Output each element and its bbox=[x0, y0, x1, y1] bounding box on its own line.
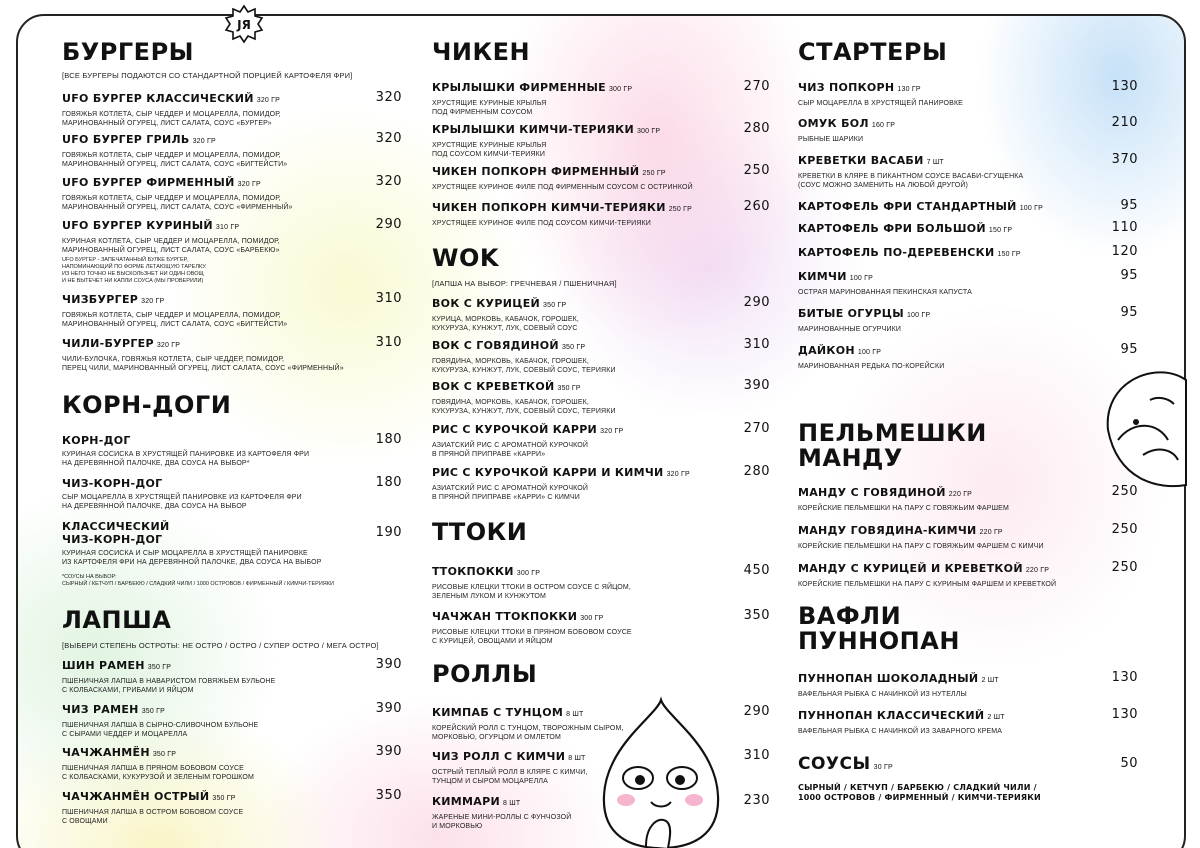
item-name: КРЫЛЫШКИ ФИРМЕННЫЕ bbox=[432, 81, 606, 94]
item-weight: 300 ГР bbox=[580, 615, 604, 622]
item-price: 290 bbox=[375, 217, 402, 232]
section-title: ЛАПША bbox=[62, 606, 172, 634]
section-mandu bbox=[798, 421, 1138, 471]
item-name: КИМЧИ bbox=[798, 270, 847, 283]
item-weight: 8 ШТ bbox=[566, 711, 584, 718]
item-name: ЧИЛИ-БУРГЕР bbox=[62, 337, 154, 350]
menu-item bbox=[432, 297, 716, 333]
item-weight: 300 ГР bbox=[516, 570, 541, 577]
item-name-row bbox=[62, 746, 348, 761]
menu-item bbox=[798, 562, 1084, 589]
section-wok bbox=[432, 246, 772, 288]
item-name: ЧИЗ-КОРН-ДОГ bbox=[62, 477, 163, 490]
menu-item bbox=[432, 201, 716, 228]
section-rolls bbox=[432, 662, 772, 687]
menu-item bbox=[432, 81, 716, 117]
menu-item bbox=[62, 703, 348, 739]
item-price: 110 bbox=[1111, 220, 1138, 235]
item-price: 310 bbox=[375, 335, 402, 350]
section-title: ТТОКИ bbox=[432, 518, 528, 546]
item-price: 270 bbox=[743, 79, 770, 94]
menu-item bbox=[798, 246, 1084, 261]
item-name-row bbox=[798, 200, 1084, 215]
item-name-row bbox=[798, 81, 1084, 96]
item-name: КОРН-ДОГ bbox=[62, 434, 131, 447]
menu-item bbox=[62, 659, 348, 695]
item-name: ПУННОПАН ШОКОЛАДНЫЙ bbox=[798, 672, 979, 685]
item-description: РИСОВЫЕ КЛЕЦКИ ТТОКИ В ОСТРОМ СОУСЕ С ЯЙЦОМ, ЗЕЛЕНЫМ ЛУКОМ И КУНЖУТОМ bbox=[432, 584, 631, 600]
item-weight: 350 ГР bbox=[212, 795, 236, 802]
menu-item bbox=[432, 610, 716, 646]
item-description: КУРИНАЯ СОСИСКА И СЫР МОЦАРЕЛЛА В ХРУСТЯЩЕЙ ПАНИРОВКЕ ИЗ КАРТОФЕЛЯ ФРИ НА ДЕРЕВЯННОЙ ПАЛОЧКЕ, ДВА СОУСА НА ВЫБОР bbox=[62, 550, 322, 566]
item-weight: 320 ГР bbox=[666, 471, 690, 478]
menu-item bbox=[432, 565, 716, 601]
item-weight: 130 ГР bbox=[897, 86, 921, 93]
item-name: ЧАЧЖАНМЁН bbox=[62, 746, 150, 759]
item-name: ВОК С КРЕВЕТКОЙ bbox=[432, 380, 555, 393]
menu-item bbox=[798, 709, 1084, 736]
item-description: ГОВЯДИНА, МОРКОВЬ, КАБАЧОК, ГОРОШЕК, КУКУРУЗА, КУНЖУТ, ЛУК, СОЕВЫЙ СОУС, ТЕРИЯКИ bbox=[432, 358, 616, 374]
item-price: 180 bbox=[375, 432, 402, 447]
item-name-row bbox=[432, 297, 716, 312]
item-name: ЧАЧЖАНМЁН ОСТРЫЙ bbox=[62, 790, 210, 803]
menu-item bbox=[432, 339, 716, 375]
item-price: 260 bbox=[743, 199, 770, 214]
menu-item bbox=[432, 123, 716, 159]
item-name-row bbox=[62, 293, 348, 308]
item-name-row bbox=[62, 790, 348, 805]
item-price: 250 bbox=[743, 163, 770, 178]
item-name: ПУННОПАН КЛАССИЧЕСКИЙ bbox=[798, 709, 985, 722]
item-description: ГОВЯЖЬЯ КОТЛЕТА, СЫР ЧЕДДЕР И МОЦАРЕЛЛА, ПОМИДОР, МАРИНОВАННЫЙ ОГУРЕЦ, ЛИСТ САЛАТА, СОУС «БУРГЕР» bbox=[62, 111, 281, 127]
item-description: ОСТРАЯ МАРИНОВАННАЯ ПЕКИНСКАЯ КАПУСТА bbox=[798, 289, 972, 296]
item-weight: 100 ГР bbox=[849, 275, 874, 282]
menu-item bbox=[62, 337, 348, 373]
item-name-row bbox=[62, 176, 348, 191]
menu-item bbox=[798, 222, 1084, 237]
item-name: КИММАРИ bbox=[432, 795, 500, 808]
item-name-row bbox=[62, 434, 348, 447]
item-description: ХРУСТЯЩИЕ КУРИНЫЕ КРЫЛЬЯ ПОД СОУСОМ КИМЧИ-ТЕРИЯКИ bbox=[432, 142, 547, 158]
item-name: ЧИЗБУРГЕР bbox=[62, 293, 139, 306]
item-name-row bbox=[798, 307, 1084, 322]
item-name-row bbox=[62, 219, 348, 234]
item-weight: 150 ГР bbox=[997, 251, 1021, 258]
item-name: РИС С КУРОЧКОЙ КАРРИ И КИМЧИ bbox=[432, 466, 664, 479]
item-description: ГОВЯЖЬЯ КОТЛЕТА, СЫР ЧЕДДЕР И МОЦАРЕЛЛА, ПОМИДОР, МАРИНОВАННЫЙ ОГУРЕЦ, ЛИСТ САЛАТА, СОУС «БИГТЕЙСТИ» bbox=[62, 312, 288, 328]
section-title: ВАФЛИ ПУННОПАН bbox=[798, 602, 960, 655]
item-price: 290 bbox=[743, 704, 770, 719]
menu-item bbox=[798, 344, 1084, 371]
menu-item bbox=[62, 790, 348, 826]
item-name: КАРТОФЕЛЬ ПО-ДЕРЕВЕНСКИ bbox=[798, 246, 995, 259]
section-burgers bbox=[62, 40, 402, 80]
item-price: 120 bbox=[1111, 244, 1138, 259]
section-title: СТАРТЕРЫ bbox=[798, 38, 948, 66]
item-weight: 300 ГР bbox=[608, 86, 633, 93]
item-price: 310 bbox=[375, 291, 402, 306]
item-weight: 8 ШТ bbox=[502, 800, 521, 807]
item-description: ВАФЕЛЬНАЯ РЫБКА С НАЧИНКОЙ ИЗ ЗАВАРНОГО КРЕМА bbox=[798, 728, 1003, 735]
item-price: 130 bbox=[1111, 707, 1138, 722]
logo-jx-icon bbox=[224, 4, 264, 44]
item-description: КУРИНАЯ КОТЛЕТА, СЫР ЧЕДДЕР И МОЦАРЕЛЛА, ПОМИДОР, МАРИНОВАННЫЙ ОГУРЕЦ, ЛИСТ САЛАТА, СОУС «БАРБЕКЮ» bbox=[62, 238, 280, 254]
item-description: КУРИЦА, МОРКОВЬ, КАБАЧОК, ГОРОШЕК, КУКУРУЗА, КУНЖУТ, ЛУК, СОЕВЫЙ СОУС bbox=[432, 316, 579, 332]
item-weight: 320 ГР bbox=[141, 298, 165, 305]
item-price: 280 bbox=[743, 464, 770, 479]
logo-text: JЯ bbox=[237, 18, 251, 32]
item-name-row bbox=[432, 123, 716, 138]
menu-item bbox=[62, 477, 348, 511]
item-name: КРЕВЕТКИ ВАСАБИ bbox=[798, 154, 924, 167]
item-weight: 320 ГР bbox=[600, 428, 624, 435]
item-name: БИТЫЕ ОГУРЦЫ bbox=[798, 307, 904, 320]
item-price: 280 bbox=[743, 121, 770, 136]
item-name: UFO БУРГЕР ФИРМЕННЫЙ bbox=[62, 176, 235, 189]
item-price: 250 bbox=[1111, 522, 1138, 537]
item-name: UFO БУРГЕР КЛАССИЧЕСКИЙ bbox=[62, 92, 254, 105]
section-title: WOK bbox=[432, 244, 499, 272]
item-price: 370 bbox=[1111, 152, 1138, 167]
section-note: [ВЫБЕРИ СТЕПЕНЬ ОСТРОТЫ: НЕ ОСТРО / ОСТРО / СУПЕР ОСТРО / МЕГА ОСТРО] bbox=[62, 641, 379, 650]
section-corndogs bbox=[62, 393, 402, 418]
item-description: КОРЕЙСКИЕ ПЕЛЬМЕШКИ НА ПАРУ С ГОВЯЖЬИМ ФАРШЕМ bbox=[798, 505, 1009, 512]
item-description: СЫР МОЦАРЕЛЛА В ХРУСТЯЩЕЙ ПАНИРОВКЕ bbox=[798, 100, 963, 107]
item-description: ГОВЯЖЬЯ КОТЛЕТА, СЫР ЧЕДДЕР И МОЦАРЕЛЛА, ПОМИДОР, МАРИНОВАННЫЙ ОГУРЕЦ, ЛИСТ САЛАТА, СОУС «БИГТЕЙСТИ» bbox=[62, 152, 288, 168]
menu-item bbox=[62, 746, 348, 782]
item-weight: 320 ГР bbox=[237, 181, 261, 188]
item-name-row bbox=[798, 524, 1084, 539]
item-weight: 30 ГР bbox=[873, 764, 893, 771]
menu-item bbox=[798, 524, 1084, 551]
item-name-row bbox=[432, 466, 716, 481]
item-name: ЧИЗ ПОПКОРН bbox=[798, 81, 895, 94]
item-weight: 310 ГР bbox=[215, 224, 240, 231]
item-name-row bbox=[62, 477, 348, 490]
item-name: ШИН РАМЕН bbox=[62, 659, 145, 672]
item-description: ПШЕНИЧНАЯ ЛАПША В НАВАРИСТОМ ГОВЯЖЬЕМ БУЛЬОНЕ С КОЛБАСКАМИ, ГРИБАМИ И ЯЙЦОМ bbox=[62, 678, 276, 694]
sauces-list: СЫРНЫЙ / КЕТЧУП / БАРБЕКЮ / СЛАДКИЙ ЧИЛИ / 1000 ОСТРОВОВ / ФИРМЕННЫЙ / КИМЧИ-ТЕРИЯКИ bbox=[798, 783, 1041, 802]
item-name-row bbox=[798, 222, 1084, 237]
item-price: 350 bbox=[743, 608, 770, 623]
item-name-row bbox=[432, 339, 716, 354]
item-price: 270 bbox=[743, 421, 770, 436]
menu-item bbox=[62, 219, 348, 255]
menu-item bbox=[62, 133, 348, 169]
item-weight: 350 ГР bbox=[561, 344, 586, 351]
item-name-row bbox=[432, 610, 716, 625]
menu-item bbox=[62, 92, 348, 128]
section-waffles bbox=[798, 604, 1138, 654]
item-name: МАНДУ ГОВЯДИНА-КИМЧИ bbox=[798, 524, 977, 537]
item-name-row bbox=[432, 81, 716, 96]
menu-item bbox=[62, 176, 348, 212]
section-title: СОУСЫ bbox=[798, 754, 871, 774]
item-weight: 150 ГР bbox=[988, 227, 1013, 234]
blob-character-icon bbox=[1098, 360, 1188, 490]
item-price: 250 bbox=[1111, 560, 1138, 575]
item-name: КРЫЛЫШКИ КИМЧИ-ТЕРИЯКИ bbox=[432, 123, 634, 136]
item-name: МАНДУ С КУРИЦЕЙ И КРЕВЕТКОЙ bbox=[798, 562, 1023, 575]
item-price: 250 bbox=[1111, 484, 1138, 499]
section-title: КОРН-ДОГИ bbox=[62, 391, 232, 419]
item-description: ЧИЛИ-БУЛОЧКА, ГОВЯЖЬЯ КОТЛЕТА, СЫР ЧЕДДЕР, ПОМИДОР, ПЕРЕЦ ЧИЛИ, МАРИНОВАННЫЙ ОГУРЕЦ, ЛИСТ САЛАТА, СОУС «ФИРМЕННЫЙ» bbox=[62, 356, 344, 372]
item-description: РЫБНЫЕ ШАРИКИ bbox=[798, 136, 864, 143]
item-description: ПШЕНИЧНАЯ ЛАПША В ОСТРОМ БОБОВОМ СОУСЕ С ОВОЩАМИ bbox=[62, 809, 244, 825]
menu-item bbox=[432, 423, 716, 459]
ufo-note: UFO БУРГЕР - ЗАПЕЧАТАННЫЙ БУЛКЕ БУРГЕР, НАПОМИНАЮЩИЙ ПО ФОРМЕ ЛЕТАЮЩУЮ ТАРЕЛКУ. ИЗ НЕГО ТОЧНО НЕ ВЫСКОЛЬЗНЕТ НИ ОДИН ОВОЩ И НЕ ВЫТЕЧЕТ НИ КАПЛИ СОУСА (МЫ ПРОВЕРИЛИ) bbox=[62, 257, 207, 284]
item-price: 95 bbox=[1120, 305, 1138, 320]
item-weight: 2 ШТ bbox=[981, 677, 999, 684]
item-name-row bbox=[62, 659, 348, 674]
item-name: ДАЙКОН bbox=[798, 344, 855, 357]
item-name-row bbox=[62, 337, 348, 352]
item-name: ЧИЗ РАМЕН bbox=[62, 703, 139, 716]
item-description: ХРУСТЯЩЕЕ КУРИНОЕ ФИЛЕ ПОД СОУСОМ КИМЧИ-ТЕРИЯКИ bbox=[432, 220, 651, 227]
menu-item bbox=[798, 117, 1084, 144]
menu-item bbox=[798, 200, 1084, 215]
item-price: 95 bbox=[1120, 268, 1138, 283]
item-description: ГОВЯДИНА, МОРКОВЬ, КАБАЧОК, ГОРОШЕК, КУКУРУЗА, КУНЖУТ, ЛУК, СОЕВЫЙ СОУС, ТЕРИЯКИ bbox=[432, 399, 616, 415]
item-weight: 220 ГР bbox=[979, 529, 1003, 536]
item-price: 50 bbox=[1120, 756, 1138, 771]
section-title: РОЛЛЫ bbox=[432, 660, 538, 688]
section-chicken bbox=[432, 40, 772, 65]
item-weight: 320 ГР bbox=[256, 97, 281, 104]
item-weight: 250 ГР bbox=[668, 206, 692, 213]
section-title: ЧИКЕН bbox=[432, 38, 531, 66]
item-name-row bbox=[432, 165, 716, 180]
item-name-row bbox=[62, 520, 348, 546]
item-description: ЖАРЕНЫЕ МИНИ-РОЛЛЫ С ФУНЧОЗОЙ И МОРКОВЬЮ bbox=[432, 814, 572, 830]
item-description: АЗИАТСКИЙ РИС С АРОМАТНОЙ КУРОЧКОЙ В ПРЯНОЙ ПРИПРАВЕ «КАРРИ» bbox=[432, 442, 589, 458]
item-name: ОМУК БОЛ bbox=[798, 117, 869, 130]
item-price: 320 bbox=[375, 131, 402, 146]
item-weight: 350 ГР bbox=[141, 708, 165, 715]
item-weight: 350 ГР bbox=[543, 302, 567, 309]
menu-item bbox=[432, 380, 716, 416]
menu-item bbox=[798, 672, 1084, 699]
item-weight: 300 ГР bbox=[636, 128, 661, 135]
item-description: АЗИАТСКИЙ РИС С АРОМАТНОЙ КУРОЧКОЙ В ПРЯНОЙ ПРИПРАВЕ «КАРРИ» С КИМЧИ bbox=[432, 485, 589, 501]
item-price: 310 bbox=[743, 748, 770, 763]
item-price: 210 bbox=[1111, 115, 1138, 130]
item-name-row bbox=[62, 92, 348, 107]
item-name: ВОК С ГОВЯДИНОЙ bbox=[432, 339, 559, 352]
item-price: 390 bbox=[375, 744, 402, 759]
item-name: ЧИКЕН ПОПКОРН ФИРМЕННЫЙ bbox=[432, 165, 640, 178]
item-weight: 160 ГР bbox=[871, 122, 896, 129]
item-price: 310 bbox=[743, 337, 770, 352]
menu-item bbox=[62, 520, 348, 567]
item-weight: 250 ГР bbox=[642, 170, 666, 177]
item-weight: 320 ГР bbox=[156, 342, 181, 349]
item-description: КОРЕЙСКИЕ ПЕЛЬМЕШКИ НА ПАРУ С ГОВЯЖЬИМ ФАРШЕМ С КИМЧИ bbox=[798, 543, 1044, 550]
item-name-row bbox=[798, 672, 1084, 687]
item-weight: 100 ГР bbox=[906, 312, 931, 319]
item-name-row bbox=[798, 344, 1084, 359]
menu-item bbox=[432, 165, 716, 192]
section-ttoki bbox=[432, 520, 772, 545]
item-name: МАНДУ С ГОВЯДИНОЙ bbox=[798, 486, 946, 499]
item-name: UFO БУРГЕР КУРИНЫЙ bbox=[62, 219, 213, 232]
section-note: [ЛАПША НА ВЫБОР: ГРЕЧНЕВАЯ / ПШЕНИЧНАЯ] bbox=[432, 279, 617, 288]
item-name: КАРТОФЕЛЬ ФРИ БОЛЬШОЙ bbox=[798, 222, 986, 235]
item-name-row bbox=[798, 117, 1084, 132]
item-name-row bbox=[798, 486, 1084, 501]
item-weight: 8 ШТ bbox=[568, 755, 586, 762]
item-price: 95 bbox=[1120, 198, 1138, 213]
item-description: КОРЕЙСКИЙ РОЛЛ С ТУНЦОМ, ТВОРОЖНЫМ СЫРОМ, МОРКОВЬЮ, ОГУРЦОМ И ОМЛЕТОМ bbox=[432, 725, 624, 741]
item-description: ПШЕНИЧНАЯ ЛАПША В ПРЯНОМ БОБОВОМ СОУСЕ С КОЛБАСКАМИ, КУКУРУЗОЙ И ЗЕЛЕНЫМ ГОРОШКОМ bbox=[62, 765, 255, 781]
item-name-row bbox=[432, 201, 716, 216]
menu-item bbox=[798, 270, 1084, 297]
section-title: ПЕЛЬМЕШКИ МАНДУ bbox=[798, 419, 987, 472]
item-description: КРЕВЕТКИ В КЛЯРЕ В ПИКАНТНОМ СОУСЕ ВАСАБИ-СГУЩЕНКА (СОУС МОЖНО ЗАМЕНИТЬ НА ЛЮБОЙ ДРУГОЙ) bbox=[798, 173, 1024, 189]
item-price: 95 bbox=[1120, 342, 1138, 357]
item-description: ПШЕНИЧНАЯ ЛАПША В СЫРНО-СЛИВОЧНОМ БУЛЬОНЕ С СЫРАМИ ЧЕДДЕР И МОЦАРЕЛЛА bbox=[62, 722, 259, 738]
section-sauces bbox=[798, 752, 1138, 803]
item-name-row bbox=[62, 133, 348, 148]
item-name: КИМПАБ С ТУНЦОМ bbox=[432, 706, 564, 719]
item-weight: 220 ГР bbox=[1025, 567, 1050, 574]
item-weight: 7 ШТ bbox=[926, 159, 944, 166]
item-weight: 350 ГР bbox=[147, 664, 172, 671]
item-name-row bbox=[798, 154, 1084, 169]
section-starters bbox=[798, 40, 1138, 65]
item-name: ТТОКПОККИ bbox=[432, 565, 514, 578]
item-name-row bbox=[62, 703, 348, 718]
item-name-row bbox=[432, 565, 716, 580]
sauces-header bbox=[798, 752, 1138, 777]
item-price: 390 bbox=[743, 378, 770, 393]
item-weight: 100 ГР bbox=[857, 349, 882, 356]
item-name-row bbox=[432, 423, 716, 438]
item-weight: 220 ГР bbox=[948, 491, 973, 498]
section-noodles bbox=[62, 608, 402, 650]
item-price: 320 bbox=[375, 90, 402, 105]
menu-item bbox=[798, 307, 1084, 334]
item-price: 290 bbox=[743, 295, 770, 310]
item-price: 350 bbox=[375, 788, 402, 803]
peach-character-icon bbox=[596, 696, 726, 848]
item-description: МАРИНОВАННАЯ РЕДЬКА ПО-КОРЕЙСКИ bbox=[798, 363, 945, 370]
menu-item bbox=[798, 81, 1084, 108]
item-description: ВАФЕЛЬНАЯ РЫБКА С НАЧИНКОЙ ИЗ НУТЕЛЛЫ bbox=[798, 691, 967, 698]
item-price: 180 bbox=[375, 475, 402, 490]
item-price: 230 bbox=[743, 793, 770, 808]
item-description: ХРУСТЯЩИЕ КУРИНЫЕ КРЫЛЬЯ ПОД ФИРМЕННЫМ СОУСОМ bbox=[432, 100, 547, 116]
section-note: [ВСЕ БУРГЕРЫ ПОДАЮТСЯ СО СТАНДАРТНОЙ ПОРЦИЕЙ КАРТОФЕЛЯ ФРИ] bbox=[62, 71, 353, 80]
menu-item bbox=[798, 486, 1084, 513]
item-name: ЧАЧЖАН ТТОКПОККИ bbox=[432, 610, 578, 623]
item-price: 390 bbox=[375, 657, 402, 672]
item-name: ЧИЗ РОЛЛ С КИМЧИ bbox=[432, 750, 566, 763]
item-description: СЫР МОЦАРЕЛЛА В ХРУСТЯЩЕЙ ПАНИРОВКЕ ИЗ КАРТОФЕЛЯ ФРИ НА ДЕРЕВЯННОЙ ПАЛОЧКЕ, ДВА СОУСА НА ВЫБОР bbox=[62, 494, 302, 510]
item-name: ЧИКЕН ПОПКОРН КИМЧИ-ТЕРИЯКИ bbox=[432, 201, 666, 214]
sauce-note: *СОУСЫ НА ВЫБОР: СЫРНЫЙ / КЕТЧУП / БАРБЕКЮ / СЛАДКИЙ ЧИЛИ / 1000 ОСТРОВОВ / ФИРМЕННЫЙ / КИМЧИ-ТЕРИЯКИ bbox=[62, 574, 334, 587]
item-name-row bbox=[432, 380, 716, 395]
item-description: ХРУСТЯЩЕЕ КУРИНОЕ ФИЛЕ ПОД ФИРМЕННЫМ СОУСОМ С ОСТРИНКОЙ bbox=[432, 184, 693, 191]
menu-item bbox=[62, 293, 348, 329]
item-name-row bbox=[798, 246, 1084, 261]
item-weight: 2 ШТ bbox=[987, 714, 1005, 721]
menu-item bbox=[798, 154, 1084, 190]
section-title: БУРГЕРЫ bbox=[62, 38, 195, 66]
item-name: ВОК С КУРИЦЕЙ bbox=[432, 297, 541, 310]
item-weight: 350 ГР bbox=[152, 751, 177, 758]
item-price: 320 bbox=[375, 174, 402, 189]
item-description: КУРИНАЯ СОСИСКА В ХРУСТЯЩЕЙ ПАНИРОВКЕ ИЗ КАРТОФЕЛЯ ФРИ НА ДЕРЕВЯННОЙ ПАЛОЧКЕ, ДВА СОУСА НА ВЫБОР* bbox=[62, 451, 310, 467]
item-name: КЛАССИЧЕСКИЙ ЧИЗ-КОРН-ДОГ bbox=[62, 520, 170, 546]
item-description: РИСОВЫЕ КЛЕЦКИ ТТОКИ В ПРЯНОМ БОБОВОМ СОУСЕ С КУРИЦЕЙ, ОВОЩАМИ И ЯЙЦОМ bbox=[432, 629, 632, 645]
item-price: 390 bbox=[375, 701, 402, 716]
item-description: ГОВЯЖЬЯ КОТЛЕТА, СЫР ЧЕДДЕР И МОЦАРЕЛЛА, ПОМИДОР, МАРИНОВАННЫЙ ОГУРЕЦ, ЛИСТ САЛАТА, СОУС «ФИРМЕННЫЙ» bbox=[62, 195, 293, 211]
menu-item bbox=[432, 466, 716, 502]
item-price: 450 bbox=[743, 563, 770, 578]
item-weight: 100 ГР bbox=[1019, 205, 1043, 212]
item-name: UFO БУРГЕР ГРИЛЬ bbox=[62, 133, 190, 146]
menu-item bbox=[62, 434, 348, 468]
item-description: КОРЕЙСКИЕ ПЕЛЬМЕШКИ НА ПАРУ С КУРИНЫМ ФАРШЕМ И КРЕВЕТКОЙ bbox=[798, 581, 1057, 588]
item-description: МАРИНОВАННЫЕ ОГУРЧИКИ bbox=[798, 326, 902, 333]
item-weight: 350 ГР bbox=[557, 385, 581, 392]
item-price: 130 bbox=[1111, 79, 1138, 94]
item-price: 190 bbox=[375, 525, 402, 540]
item-name-row bbox=[798, 709, 1084, 724]
item-name: РИС С КУРОЧКОЙ КАРРИ bbox=[432, 423, 598, 436]
item-weight: 320 ГР bbox=[192, 138, 216, 145]
item-name-row bbox=[798, 562, 1084, 577]
item-name: КАРТОФЕЛЬ ФРИ СТАНДАРТНЫЙ bbox=[798, 200, 1017, 213]
item-price: 130 bbox=[1111, 670, 1138, 685]
item-description: ОСТРЫЙ ТЕПЛЫЙ РОЛЛ В КЛЯРЕ С КИМЧИ, ТУНЦОМ И СЫРОМ МОЦАРЕЛЛА bbox=[432, 769, 588, 785]
item-name-row bbox=[798, 270, 1084, 285]
